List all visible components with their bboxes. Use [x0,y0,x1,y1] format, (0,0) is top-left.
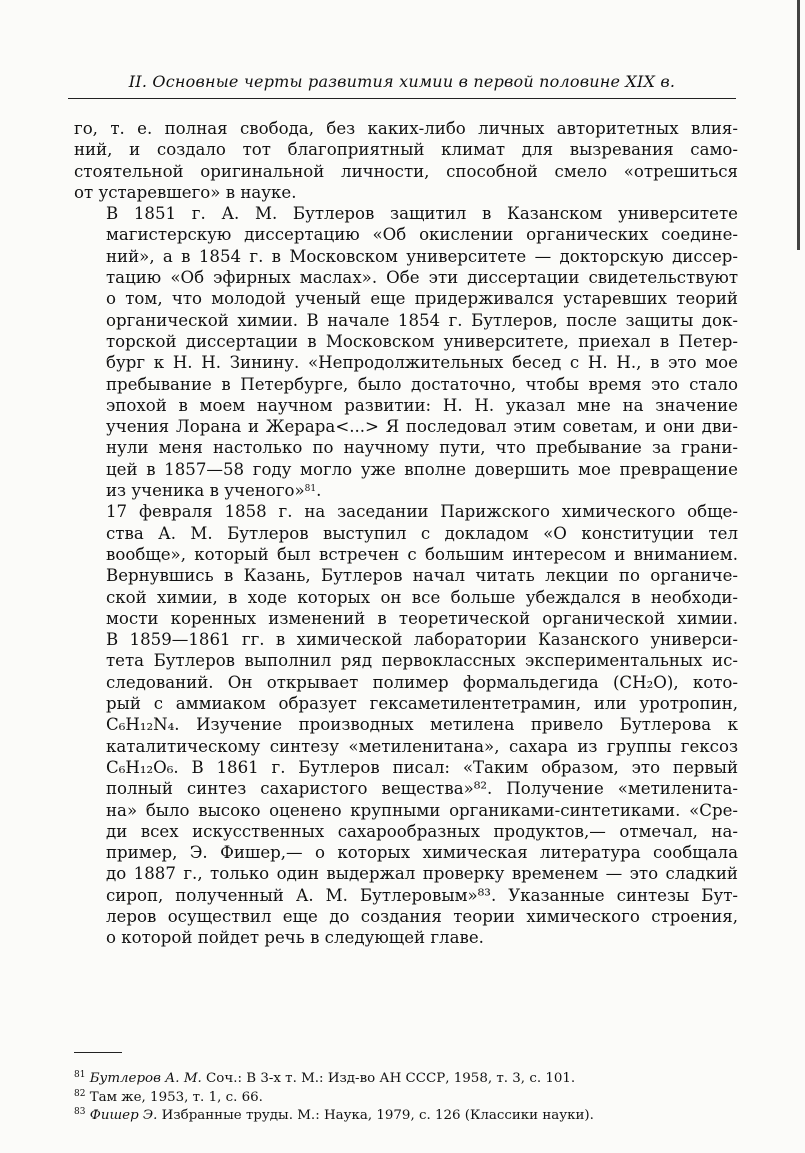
text-line: эпохой в моем научном развитии: Н. Н. указал мне на значение [106,395,738,415]
text-line: Вернувшись в Казань, Бутлеров начал читать лекции по органиче- [106,566,738,586]
paragraph-3 [74,501,738,948]
text-line: 17 февраля 1858 г. на заседании Парижского химического обще- [106,502,738,522]
text-line: В 1859—1861 гг. в химической лаборатории Казанского универси- [106,630,738,650]
footnote-author: Бутлеров А. М. [89,1071,202,1086]
paragraph-1 [74,118,738,203]
footnote-text: Там же, 1953, т. 1, с. 66. [89,1089,263,1105]
text-line [74,480,738,501]
text-line: пример, Э. Фишер,— о которых химическая литература сообщала [106,843,738,863]
text-line: В 1851 г. А. М. Бутлеров защитил в Казанском университете [106,204,738,224]
text-line: пребывание в Петербурге, было достаточно, чтобы время это стало [106,374,738,394]
text-line: тацию «Об эфирных маслах». Обе эти диссертации свидетельствуют [106,268,738,288]
footnotes [74,1070,734,1126]
text-line: ства А. М. Бутлеров выступил с докладом «О конституции тел [106,523,738,543]
text-line: нули меня настолько по научному пути, что пребывание за грани- [106,438,738,458]
footnote-ref-81: 81 [304,484,317,495]
text-line-content: из ученика в ученого» [106,481,305,501]
paragraph-2 [74,203,738,501]
text-line: на» было высоко оценено крупными органиками-синтетиками. «Сре- [106,800,738,820]
text-line-tail: . [316,481,322,501]
text-line: ний», а в 1854 г. в Московском университете — докторскую диссер- [106,246,738,266]
text-line: бург к Н. Н. Зинину. «Непродолжительных бесед с Н. Н., в это мое [106,353,738,373]
text-line: мости коренных изменений в теоретической органической химии. [106,608,738,628]
footnote-text: Соч.: В 3-х т. М.: Изд-во АН СССР, 1958, т. 3, с. 101. [201,1071,576,1086]
scan-edge-mark [793,0,805,250]
text-line: торской диссертации в Московском университете, приехал в Петер- [106,331,738,351]
text-line: леров осуществил еще до создания теории химического строения, [106,906,738,926]
footnote-author: Фишер Э. [89,1108,158,1123]
running-head: II. Основные черты развития химии в первой половине XIX в. [128,72,676,91]
text-line: учения Лорана и Жерара<...> Я последовал этим советам, и они дви- [106,417,738,437]
text-line: го, т. е. полная свобода, без каких-либо личных авторитетных влия- [74,119,738,138]
footnote-rule [74,1052,122,1053]
text-line: каталитическому синтезу «метиленитана», сахара из группы гексоз [106,736,738,756]
text-line: до 1887 г., только один выдержал проверку временем — это сладкий [106,864,738,884]
text-line: цей в 1857—58 году могло уже вполне довершить мое превращение [106,459,738,479]
text-line: сироп, полученный А. М. Бутлеровым»⁸³. Указанные синтезы Бут- [106,885,738,905]
text-line: следований. Он открывает полимер формальдегида (CH₂O), кото- [106,672,738,692]
text-line: C₆H₁₂N₄. Изучение производных метилена привело Бутлерова к [106,715,739,735]
header-rule [68,98,736,99]
footnote-81 [74,1070,734,1089]
footnote-82 [74,1089,734,1108]
text-line: ди всех искусственных сахарообразных продуктов,— отмечал, на- [106,821,738,841]
text-line: рый с аммиаком образует гексаметилентетрамин, или уротропин, [106,694,738,714]
text-line: C₆H₁₂O₆. В 1861 г. Бутлеров писал: «Таким образом, это первый [106,757,738,777]
body-text [74,118,738,949]
footnote-text: Избранные труды. М.: Наука, 1979, с. 126 (Классики науки). [157,1108,594,1123]
text-line: о которой пойдет речь в следующей главе. [106,928,484,948]
text-line: от устаревшего» в науке. [74,182,297,202]
text-line: вообще», который был встречен с большим интересом и вниманием. [106,544,738,564]
text-line: ний, и создало тот благоприятный климат для вызревания само- [74,140,738,160]
footnote-number: 82 [74,1088,86,1099]
footnote-83 [74,1107,734,1126]
text-line: тета Бутлеров выполнил ряд первоклассных экспериментальных ис- [106,651,738,671]
text-line: полный синтез сахаристого вещества»⁸². Получение «метиленита- [106,779,738,799]
text-line: магистерскую диссертацию «Об окислении органических соедине- [106,225,738,245]
text-line: ской химии, в ходе которых он все больше убеждался в необходи- [106,587,738,607]
text-line: о том, что молодой ученый еще придерживался устаревших теорий [106,289,738,309]
footnote-number: 83 [74,1107,86,1117]
text-line: стоятельной оригинальной личности, способной смело «отрешиться [74,161,738,181]
text-line: органической химии. В начале 1854 г. Бутлеров, после защиты док- [106,310,738,330]
footnote-number: 81 [74,1070,86,1080]
